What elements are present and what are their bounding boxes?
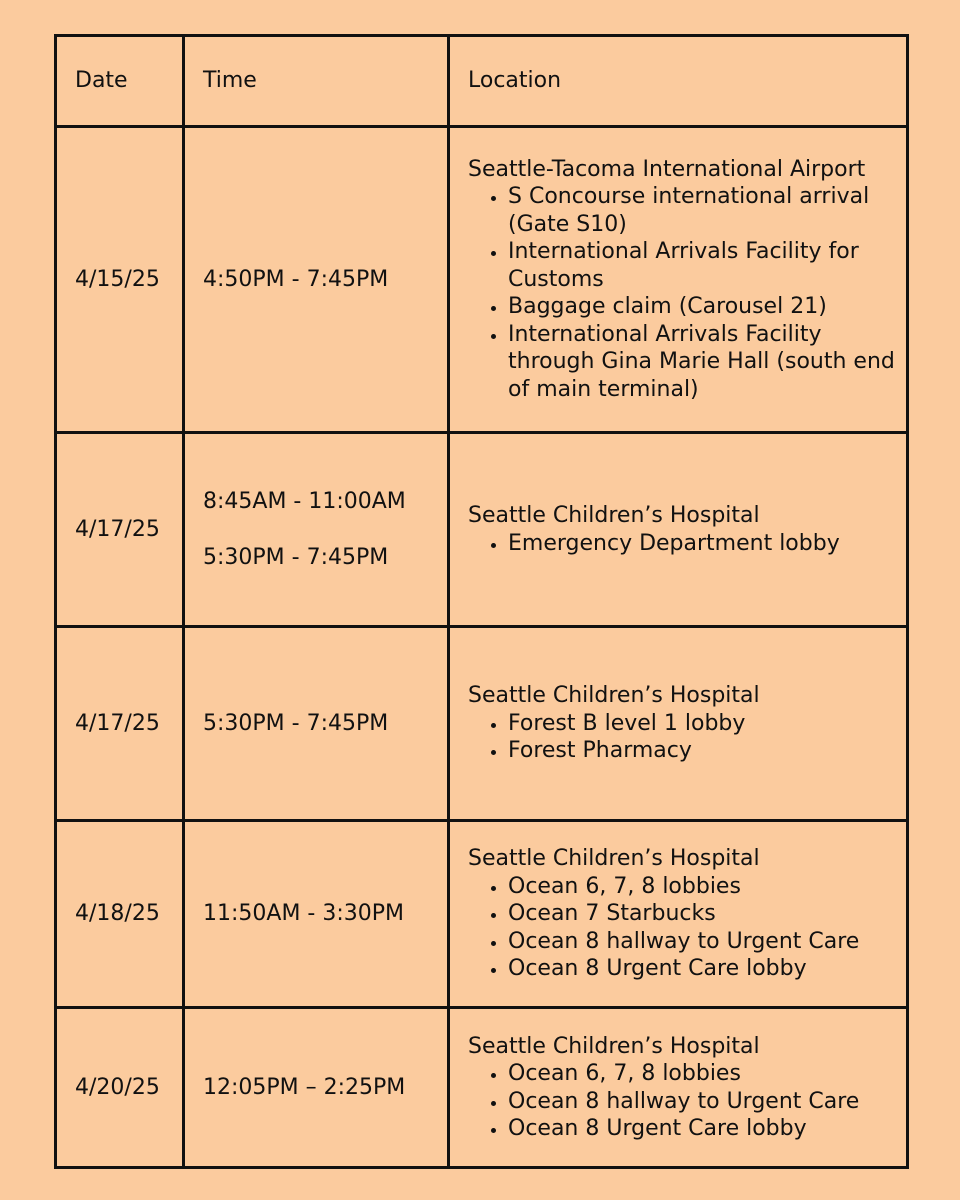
time-range: 8:45AM - 11:00AM — [203, 489, 406, 514]
location-sublist — [468, 710, 906, 765]
table-row — [56, 433, 908, 627]
list-item: • Emergency Department lobby — [508, 530, 906, 558]
exposure-schedule-table — [54, 34, 909, 1169]
table-row — [56, 127, 908, 433]
time-range: 5:30PM - 7:45PM — [203, 710, 389, 736]
location-name: Seattle Children’s Hospital — [468, 846, 760, 872]
location-name: Seattle Children’s Hospital — [468, 1033, 760, 1059]
location-name: Seattle-Tacoma International Airport — [468, 156, 866, 182]
list-item: • Ocean 8 hallway to Urgent Care — [508, 928, 906, 956]
location-sublist — [468, 530, 906, 558]
time-cell — [184, 127, 449, 433]
list-item: • Ocean 6, 7, 8 lobbies — [508, 1060, 906, 1088]
location-sublist — [468, 183, 906, 403]
time-cell — [184, 627, 449, 821]
list-item: • S Concourse international arrival (Gate S10) — [508, 183, 906, 238]
time-range: 11:50AM - 3:30PM — [203, 901, 405, 927]
time-cell — [184, 1008, 449, 1168]
location-column-header: Location — [449, 36, 908, 127]
location-name: Seattle Children’s Hospital — [468, 503, 760, 528]
list-item: • Baggage claim (Carousel 21) — [508, 293, 906, 321]
list-item: • Ocean 7 Starbucks — [508, 900, 906, 928]
time-range: 4:50PM - 7:45PM — [203, 266, 389, 292]
list-item: • International Arrivals Facility for Customs — [508, 238, 906, 293]
table-row — [56, 1008, 908, 1168]
location-name: Seattle Children’s Hospital — [468, 683, 760, 709]
list-item: • International Arrivals Facility through Gina Marie Hall (south end of main terminal) — [508, 321, 906, 404]
list-item: • Ocean 8 Urgent Care lobby — [508, 1115, 906, 1143]
time-column-header: Time — [184, 36, 449, 127]
date-cell: 4/18/25 — [56, 821, 184, 1008]
list-item: • Forest Pharmacy — [508, 737, 906, 765]
date-cell: 4/17/25 — [56, 433, 184, 627]
date-cell: 4/20/25 — [56, 1008, 184, 1168]
list-item: • Ocean 8 hallway to Urgent Care — [508, 1088, 906, 1116]
time-cell — [184, 433, 449, 627]
location-cell — [449, 821, 908, 1008]
table-row — [56, 821, 908, 1008]
time-range: 5:30PM - 7:45PM — [203, 544, 389, 570]
list-item: • Ocean 6, 7, 8 lobbies — [508, 873, 906, 901]
date-column-header: Date — [56, 36, 184, 127]
location-sublist — [468, 873, 906, 983]
time-range: 12:05PM – 2:25PM — [203, 1074, 406, 1100]
table-header-row — [56, 36, 908, 127]
time-cell — [184, 821, 449, 1008]
location-cell — [449, 127, 908, 433]
table-row — [56, 627, 908, 821]
location-cell — [449, 1008, 908, 1168]
date-cell: 4/17/25 — [56, 627, 184, 821]
list-item: • Ocean 8 Urgent Care lobby — [508, 955, 906, 983]
location-cell — [449, 627, 908, 821]
list-item: • Forest B level 1 lobby — [508, 710, 906, 738]
location-sublist — [468, 1060, 906, 1143]
date-cell: 4/15/25 — [56, 127, 184, 433]
location-cell — [449, 433, 908, 627]
